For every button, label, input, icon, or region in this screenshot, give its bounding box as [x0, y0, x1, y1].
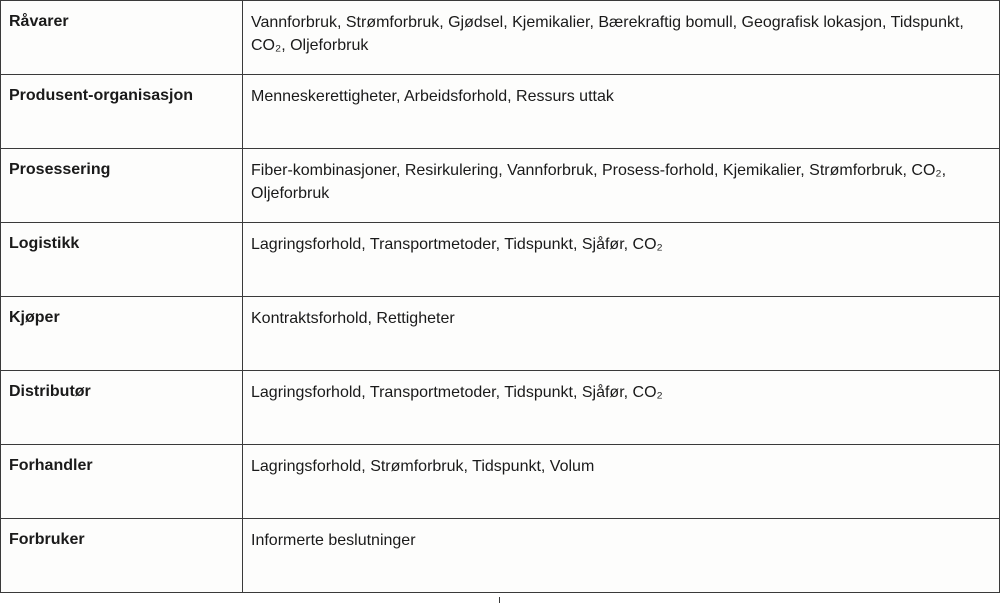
- row-value: Fiber-kombinasjoner, Resirkulering, Vannforbruk, Prosess-forhold, Kjemikalier, Strømforbruk, CO₂, Oljeforbruk: [251, 162, 947, 202]
- row-label: Produsent-organisasjon: [1, 75, 243, 148]
- table-row: [1, 75, 999, 149]
- row-value: Lagringsforhold, Transportmetoder, Tidspunkt, Sjåfør, CO₂: [251, 236, 663, 253]
- table-row: [1, 1, 999, 75]
- table-edge-mark: [499, 597, 500, 603]
- row-label: Logistikk: [1, 223, 243, 296]
- row-label: Prosessering: [1, 149, 243, 222]
- row-value: Vannforbruk, Strømforbruk, Gjødsel, Kjemikalier, Bærekraftig bomull, Geografisk lokasjon, Tidspunkt, CO₂, Oljeforbruk: [251, 14, 964, 54]
- table-row: [1, 445, 999, 519]
- table-row: [1, 371, 999, 445]
- row-value: Lagringsforhold, Strømforbruk, Tidspunkt, Volum: [251, 458, 595, 475]
- row-value: Informerte beslutninger: [251, 532, 416, 549]
- row-label: Kjøper: [1, 297, 243, 370]
- row-label: Forhandler: [1, 445, 243, 518]
- table-row: [1, 519, 999, 593]
- table-row: [1, 223, 999, 297]
- row-label: Forbruker: [1, 519, 243, 592]
- row-label: Distributør: [1, 371, 243, 444]
- table-row: [1, 149, 999, 223]
- row-value: Kontraktsforhold, Rettigheter: [251, 310, 455, 327]
- table-row: [1, 297, 999, 371]
- row-value: Lagringsforhold, Transportmetoder, Tidspunkt, Sjåfør, CO₂: [251, 384, 663, 401]
- row-label: Råvarer: [1, 1, 243, 74]
- row-value: Menneskerettigheter, Arbeidsforhold, Ressurs uttak: [251, 88, 614, 105]
